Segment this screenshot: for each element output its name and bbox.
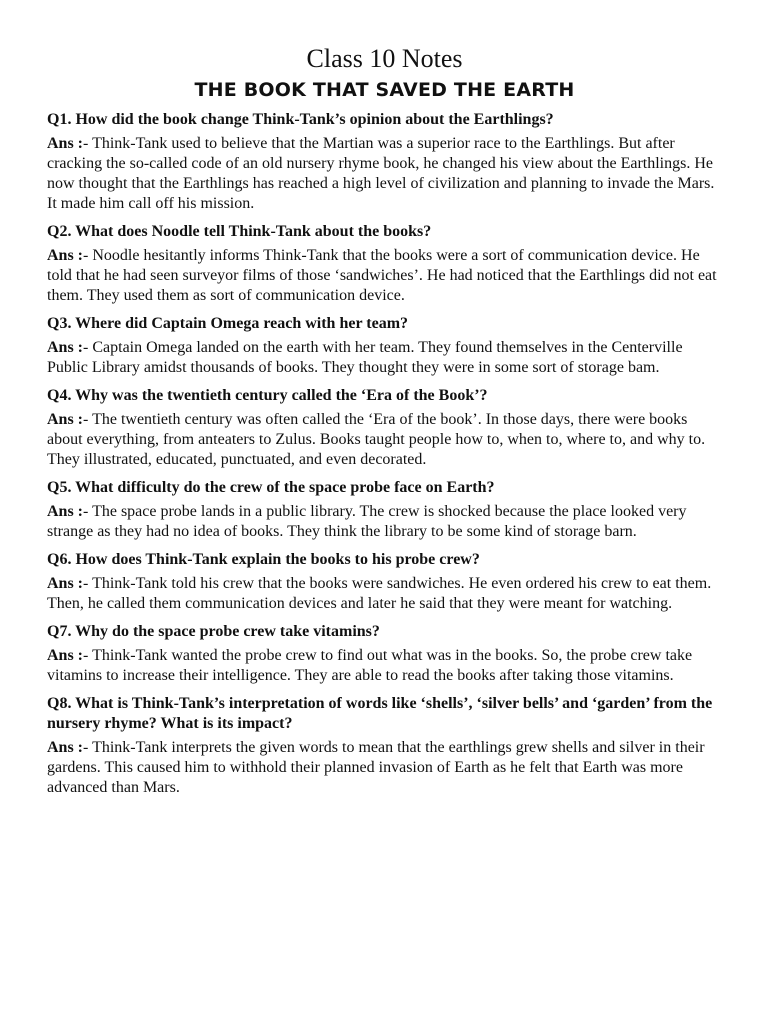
question-text: Q7. Why do the space probe crew take vitamins?: [47, 623, 380, 640]
answer-text: The space probe lands in a public library. The crew is shocked because the place looked very strange as they had no idea of books. They think the library to be some kind of storage barn.: [47, 503, 687, 540]
qa-item-3: [47, 314, 722, 378]
answer-label: Ans :: [47, 339, 84, 356]
question-text: Q4. Why was the twentieth century called the ‘Era of the Book’?: [47, 387, 488, 404]
answer-label: Ans :: [47, 647, 84, 664]
answer-text: The twentieth century was often called the ‘Era of the book’. In those days, there were books about everything, from anteaters to Zulus. Books taught people how to, when to, where to, and why to. They illustrated, educated, punctuated, and even decorated.: [47, 411, 706, 468]
question-text: Q2. What does Noodle tell Think-Tank about the books?: [47, 223, 432, 240]
answer-separator: -: [83, 411, 93, 428]
question-text: Q5. What difficulty do the crew of the space probe face on Earth?: [47, 479, 495, 496]
answer-paragraph: [47, 410, 722, 470]
answer-label: Ans :: [47, 135, 84, 152]
answer-paragraph: [47, 646, 722, 686]
qa-item-1: [47, 110, 722, 214]
answer-separator: -: [83, 503, 93, 520]
answer-paragraph: [47, 246, 722, 306]
question-text: Q1. How did the book change Think-Tank’s opinion about the Earthlings?: [47, 111, 554, 128]
question-text: Q6. How does Think-Tank explain the books to his probe crew?: [47, 551, 480, 568]
answer-separator: -: [83, 575, 93, 592]
answer-separator: -: [83, 247, 93, 264]
answer-paragraph: [47, 134, 722, 214]
answer-label: Ans :: [47, 247, 84, 264]
answer-text: Think-Tank interprets the given words to mean that the earthlings grew shells and silver in their gardens. This caused him to withhold their planned invasion of Earth as he felt that Earth was more advanced than Mars.: [47, 739, 705, 796]
answer-paragraph: [47, 574, 722, 614]
qa-item-7: [47, 622, 722, 686]
page-title: Class 10 Notes: [306, 44, 463, 73]
answer-separator: -: [83, 739, 93, 756]
answer-text: Think-Tank told his crew that the books were sandwiches. He even ordered his crew to eat them. Then, he called them communication devices and later he said that they were meant for watching.: [47, 575, 712, 612]
qa-item-4: [47, 386, 722, 470]
question-text: Q3. Where did Captain Omega reach with her team?: [47, 315, 409, 332]
qa-item-5: [47, 478, 722, 542]
answer-separator: -: [83, 647, 93, 664]
chapter-title: THE BOOK THAT SAVED THE EARTH: [194, 79, 575, 101]
question-text: Q8. What is Think-Tank’s interpretation of words like ‘shells’, ‘silver bells’ and ‘garden’ from the nursery rhyme? What is its impact?: [47, 695, 713, 732]
answer-separator: -: [83, 135, 93, 152]
answer-label: Ans :: [47, 411, 84, 428]
answer-text: Captain Omega landed on the earth with her team. They found themselves in the Centerville Public Library amidst thousands of books. They thought they were in some sort of storage bam.: [47, 339, 683, 376]
answer-separator: -: [83, 339, 93, 356]
answer-paragraph: [47, 338, 722, 378]
answer-text: Noodle hesitantly informs Think-Tank that the books were a sort of communication device. He told that he had seen surveyor films of those ‘sandwiches’. He had noticed that the Earthlings did not eat them. They used them as sort of communication device.: [47, 247, 717, 304]
qa-item-6: [47, 550, 722, 614]
answer-paragraph: [47, 502, 722, 542]
answer-text: Think-Tank used to believe that the Martian was a superior race to the Earthlings. But after cracking the so-called code of an old nursery rhyme book, he changed his view about the Earthlings. He now thought that the Earthlings has reached a high level of civilization and planning to invade the Mars. It made him call off his mission.: [47, 135, 715, 212]
answer-paragraph: [47, 738, 722, 798]
qa-item-2: [47, 222, 722, 306]
qa-item-8: [47, 694, 722, 798]
answer-text: Think-Tank wanted the probe crew to find out what was in the books. So, the probe crew take vitamins to increase their intelligence. They are able to read the books after taking those vitamins.: [47, 647, 693, 684]
answer-label: Ans :: [47, 739, 84, 756]
answer-label: Ans :: [47, 575, 84, 592]
answer-label: Ans :: [47, 503, 84, 520]
